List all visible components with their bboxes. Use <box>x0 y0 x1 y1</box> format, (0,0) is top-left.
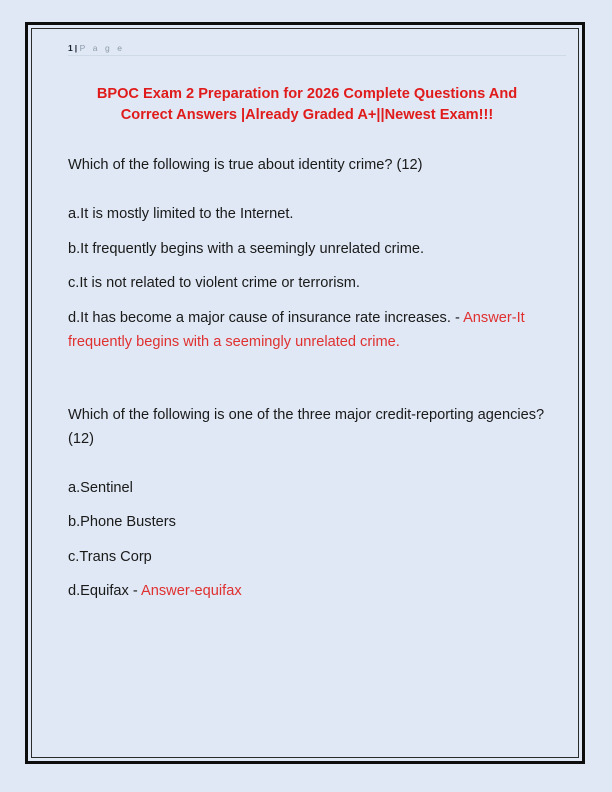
page-number-separator: | <box>74 43 78 53</box>
header-divider <box>68 55 566 56</box>
option-list-1 <box>68 203 546 354</box>
option-2b-text: b.Phone Busters <box>68 514 176 531</box>
option-1b-text: b.It frequently begins with a seemingly unrelated crime. <box>68 240 425 257</box>
option-1c-text: c.It is not related to violent crime or terrorism. <box>68 275 360 292</box>
option-2c-text: c.Trans Corp <box>68 548 152 565</box>
option-2b[interactable] <box>68 511 546 535</box>
page-number-mark <box>42 43 125 53</box>
page-content-area <box>42 32 570 754</box>
option-2d[interactable] <box>68 580 546 604</box>
option-1b[interactable] <box>68 238 546 262</box>
question-prompt-1: Which of the following is true about identity crime? (12) <box>68 157 423 174</box>
option-2c[interactable] <box>68 546 546 570</box>
page-label: P a g e <box>79 43 125 53</box>
option-1a[interactable] <box>68 203 546 227</box>
question-prompt-2: Which of the following is one of the three major credit-reporting agencies? (12) <box>68 407 545 447</box>
option-1d-answer: Answer-It frequently begins with a seemingly unrelated crime. <box>68 310 525 350</box>
option-1c[interactable] <box>68 272 546 296</box>
document-title: BPOC Exam 2 Preparation for 2026 Complete Questions And Correct Answers |Already Graded A+||Newest Exam!!! <box>96 86 518 123</box>
option-2a[interactable] <box>68 477 546 501</box>
document-content <box>42 84 570 604</box>
option-1d[interactable] <box>68 307 546 354</box>
option-2d-answer: Answer-equifax <box>141 583 242 600</box>
option-2a-text: a.Sentinel <box>68 479 133 496</box>
running-header <box>42 32 570 58</box>
option-2d-text: d.Equifax <box>68 583 129 600</box>
option-list-2 <box>68 477 546 605</box>
question-block-2 <box>68 404 546 604</box>
page-number: 1 <box>68 43 73 53</box>
option-1d-text: d.It has become a major cause of insurance rate increases. <box>68 310 451 326</box>
option-2d-separator: - <box>128 583 142 600</box>
question-block-1 <box>68 154 546 354</box>
option-1d-separator: - <box>450 310 464 326</box>
option-1a-text: a.It is mostly limited to the Internet. <box>68 206 294 223</box>
